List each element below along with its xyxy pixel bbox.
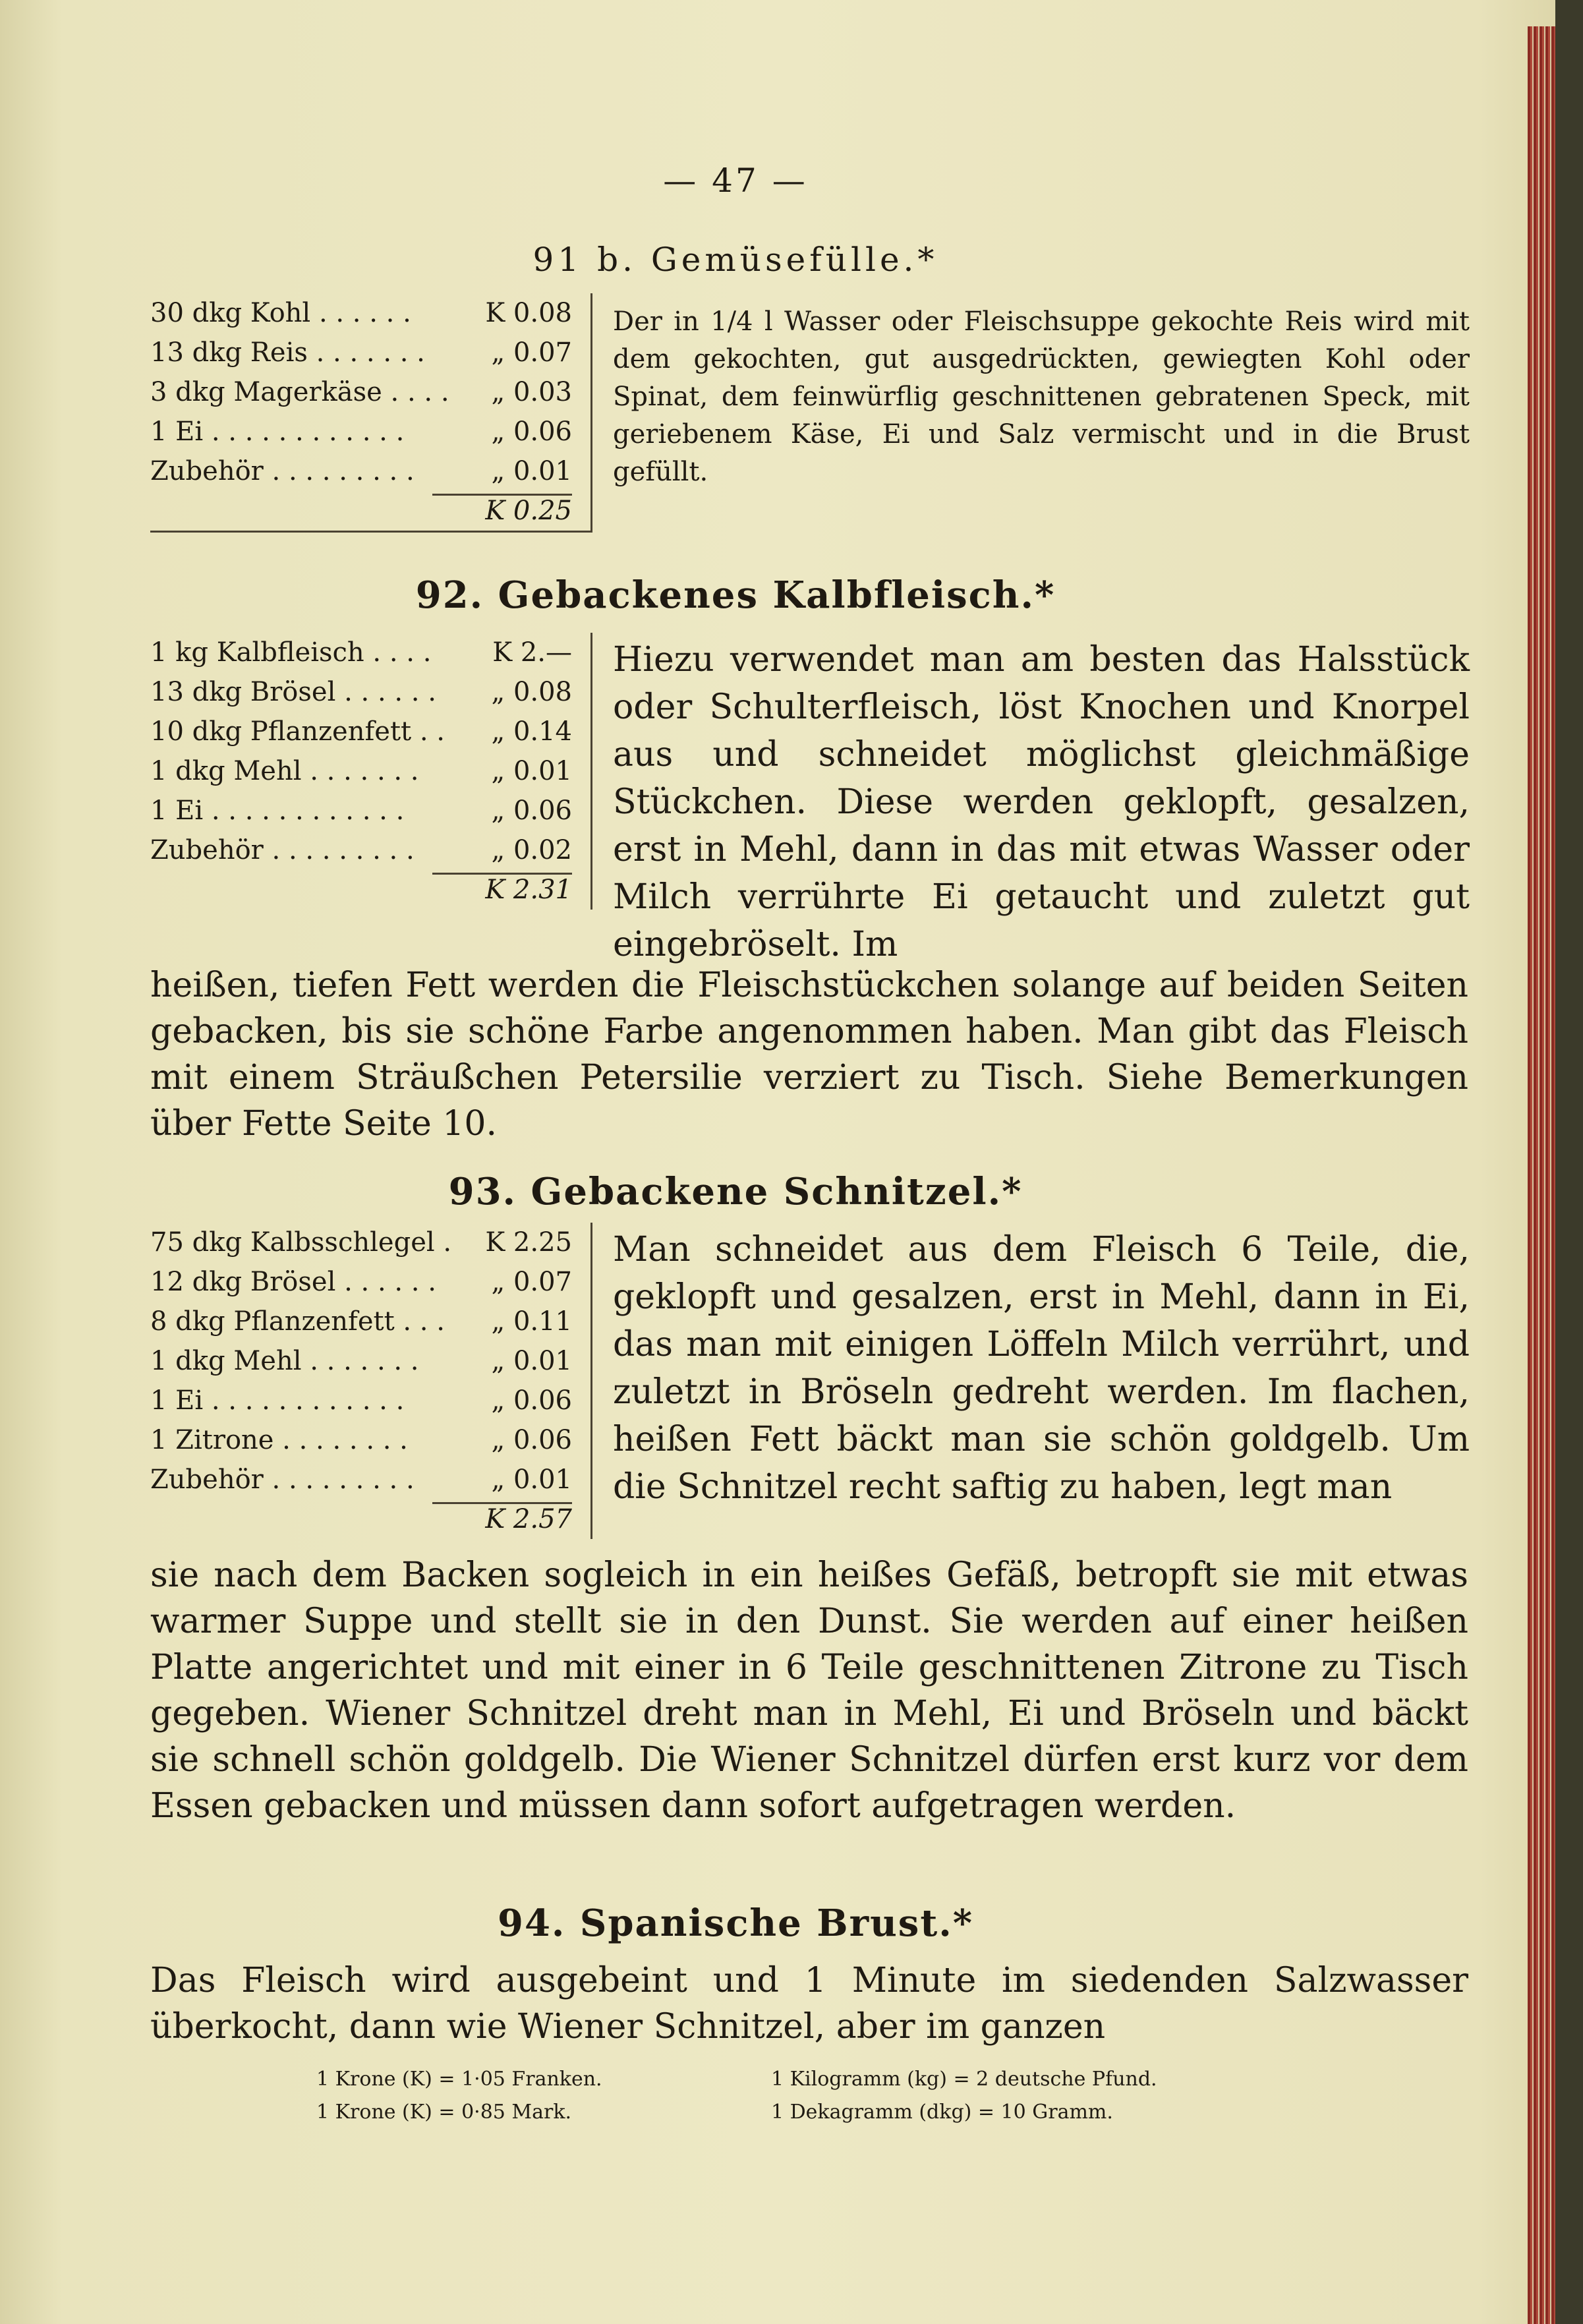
ingredient-row: 1 Ei . . . . . . . . . . . . „ 0.06 [150, 417, 572, 447]
ingredient-row: 12 dkg Brösel . . . . . . „ 0.07 [150, 1267, 572, 1297]
ingredient-row: 1 kg Kalbfleisch . . . . K 2.— [150, 637, 572, 668]
footnote-kilogramm: 1 Kilogramm (kg) = 2 deutsche Pfund. [771, 2068, 1157, 2091]
footnotes [316, 2063, 1239, 2129]
recipe-text-93-full: sie nach dem Backen sogleich in ein heißes Gefäß, betropft sie mit etwas warmer Suppe und stellt sie in den Dunst. Sie werden auf einer heißen Platte angerichtet und mit einer in 6 Teile geschnittenen Zitrone zu Tisch gegeben. Wiener Schnitzel dreht man in Mehl, Ei und Bröseln und bäckt sie schnell schön goldgelb. Die Wiener Schnitzel dürfen erst kurz vor dem Essen gebacken und müssen dann sofort aufgetragen werden. [150, 1555, 1468, 1826]
ingredient-row: 75 dkg Kalbsschlegel . K 2.25 [150, 1227, 572, 1258]
recipe-text-94: Das Fleisch wird ausgebeint und 1 Minute im siedenden Salzwasser überkocht, dann wie Wiener Schnitzel, aber im ganzen [150, 1961, 1468, 2047]
ingredient-row: Zubehör . . . . . . . . . „ 0.01 [150, 456, 572, 486]
ingredient-row: 1 dkg Mehl . . . . . . . „ 0.01 [150, 756, 572, 786]
footnote-dekagramm: 1 Dekagramm (dkg) = 10 Gramm. [771, 2101, 1113, 2124]
ingredient-row: 30 dkg Kohl . . . . . . K 0.08 [150, 298, 572, 328]
recipe-text-93-side: Man schneidet aus dem Fleisch 6 Teile, die, geklopft und gesalzen, erst in Mehl, dann in Ei, das man mit einigen Löffeln Milch verrührt, und zuletzt in Bröseln gedreht werden. Im flachen, heißen Fett bäckt man sie schön goldgelb. Um die Schnitzel recht saftig zu haben, legt man [613, 1230, 1470, 1507]
ingredient-row: 3 dkg Magerkäse . . . . „ 0.03 [150, 377, 572, 407]
footnote-krone-franken: 1 Krone (K) = 1·05 Franken. [316, 2068, 602, 2091]
ingredients-list-91b [150, 293, 592, 533]
page-edge [1528, 26, 1555, 2324]
footnote-row [316, 2063, 1239, 2096]
recipe-text-92-full: heißen, tiefen Fett werden die Fleischstückchen solange auf beiden Seiten gebacken, bis sie schöne Farbe angenommen haben. Man gibt das Fleisch mit einem Sträußchen Petersilie verziert zu Tisch. Siehe Bemerkungen über Fette Seite 10. [150, 966, 1468, 1144]
ingredient-row: 8 dkg Pflanzenfett . . . „ 0.11 [150, 1306, 572, 1337]
recipe-title-92: 92. Gebackenes Kalbfleisch.* [415, 573, 1056, 617]
ingredients-total: K 2.57 [150, 1499, 590, 1539]
ingredients-total: K 0.25 [150, 491, 590, 531]
ingredients-total: K 2.31 [150, 870, 590, 910]
ingredient-row: 1 Ei . . . . . . . . . . . . „ 0.06 [150, 1385, 572, 1416]
recipe-title-91b: 91 b. Gemüsefülle.* [532, 241, 938, 279]
recipe-text-92-side: Hiezu verwendet man am besten das Halsstück oder Schulterfleisch, löst Knochen und Knorpel aus und schneidet möglichst gleichmäßige Stückchen. Diese werden geklopft, gesalzen, erst in Mehl, dann in das mit etwas Wasser oder Milch verrührte Ei getaucht und zuletzt gut eingebröselt. Im [613, 640, 1470, 964]
ingredient-row: 1 dkg Mehl . . . . . . . „ 0.01 [150, 1346, 572, 1376]
ingredient-row: 10 dkg Pflanzenfett . . „ 0.14 [150, 716, 572, 747]
footnote-row [316, 2096, 1239, 2129]
ingredient-row: Zubehör . . . . . . . . . „ 0.01 [150, 1465, 572, 1495]
recipe-text-91b: Der in 1/4 l Wasser oder Fleischsuppe gekochte Reis wird mit dem gekochten, gut ausgedrückten, gewiegten Kohl oder Spinat, dem feinwürflig geschnittenen gebratenen Speck, mit geriebenem Käse, Ei und Salz vermischt und in die Brust gefüllt. [613, 306, 1470, 487]
page-number: — 47 — [663, 161, 808, 200]
ingredient-row: 1 Ei . . . . . . . . . . . . „ 0.06 [150, 796, 572, 826]
ingredient-row: 1 Zitrone . . . . . . . . „ 0.06 [150, 1425, 572, 1455]
ingredients-list-92 [150, 633, 592, 910]
ingredients-list-93 [150, 1223, 592, 1539]
ingredient-row: 13 dkg Reis . . . . . . . „ 0.07 [150, 337, 572, 368]
ingredient-row: Zubehör . . . . . . . . . „ 0.02 [150, 835, 572, 865]
ingredient-row: 13 dkg Brösel . . . . . . „ 0.08 [150, 677, 572, 707]
recipe-title-94: 94. Spanische Brust.* [498, 1902, 973, 1945]
footnote-krone-mark: 1 Krone (K) = 0·85 Mark. [316, 2101, 572, 2124]
recipe-title-93: 93. Gebackene Schnitzel.* [448, 1170, 1023, 1213]
